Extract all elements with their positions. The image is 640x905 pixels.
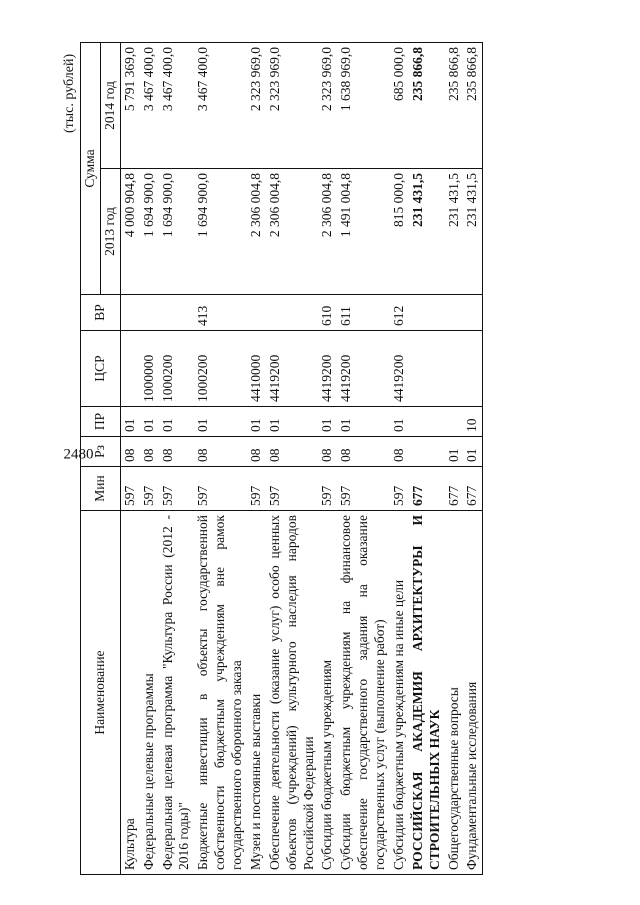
row-rz: 08 bbox=[194, 437, 247, 467]
page-number: 2480 bbox=[63, 446, 94, 463]
row-min: 597 bbox=[266, 467, 319, 511]
row-name: Субсидии бюджетным учреждениям на иные цели bbox=[390, 511, 409, 875]
row-2014: 3 467 400,0 bbox=[194, 42, 247, 168]
header-name: Наименование bbox=[81, 511, 121, 875]
table-row bbox=[463, 42, 482, 874]
row-rz: 08 bbox=[247, 437, 266, 467]
row-csr: 1000200 bbox=[159, 331, 195, 407]
table-row bbox=[337, 42, 390, 874]
table-row bbox=[409, 42, 445, 874]
table-row bbox=[318, 42, 337, 874]
row-min: 677 bbox=[463, 467, 482, 511]
row-min: 597 bbox=[337, 467, 390, 511]
row-csr bbox=[463, 331, 482, 407]
row-csr: 4419200 bbox=[337, 331, 390, 407]
row-vr bbox=[140, 295, 159, 331]
row-2014: 2 323 969,0 bbox=[266, 42, 319, 168]
row-name: Федеральная целевая программа "Культура России (2012 - 2016 годы)" bbox=[159, 511, 195, 875]
row-csr bbox=[445, 331, 464, 407]
row-pr bbox=[409, 407, 445, 437]
row-2013: 2 306 004,8 bbox=[266, 169, 319, 295]
row-rz: 08 bbox=[120, 437, 139, 467]
row-csr: 4419200 bbox=[266, 331, 319, 407]
row-csr: 1000000 bbox=[140, 331, 159, 407]
row-name: РОССИЙСКАЯ АКАДЕМИЯ АРХИТЕКТУРЫ И СТРОИТЕЛЬНЫХ НАУК bbox=[409, 511, 445, 875]
row-pr: 01 bbox=[159, 407, 195, 437]
row-2014: 2 323 969,0 bbox=[247, 42, 266, 168]
row-name: Общегосударственные вопросы bbox=[445, 511, 464, 875]
row-csr: 1000200 bbox=[194, 331, 247, 407]
header-sum: Сумма bbox=[81, 42, 101, 294]
table-body bbox=[120, 42, 483, 874]
row-2013: 1 694 900,0 bbox=[194, 169, 247, 295]
header-2014: 2014 год bbox=[100, 42, 120, 168]
row-pr: 01 bbox=[140, 407, 159, 437]
row-vr bbox=[120, 295, 139, 331]
table-row bbox=[266, 42, 319, 874]
row-name: Обеспечение деятельности (оказание услуг) особо ценных объектов (учреждений) культурного наследия народов Российской Федерации bbox=[266, 511, 319, 875]
row-pr: 01 bbox=[194, 407, 247, 437]
row-vr bbox=[409, 295, 445, 331]
row-rz: 08 bbox=[140, 437, 159, 467]
row-rz: 01 bbox=[463, 437, 482, 467]
row-2013: 231 431,5 bbox=[445, 169, 464, 295]
row-2014: 235 866,8 bbox=[445, 42, 464, 168]
table-row bbox=[140, 42, 159, 874]
row-min: 597 bbox=[390, 467, 409, 511]
table-row bbox=[247, 42, 266, 874]
row-2014: 235 866,8 bbox=[463, 42, 482, 168]
row-vr bbox=[247, 295, 266, 331]
units-label: (тыс. рублей) bbox=[62, 53, 77, 133]
header-2013: 2013 год bbox=[100, 169, 120, 295]
header-min: Мин bbox=[81, 467, 121, 511]
row-vr bbox=[463, 295, 482, 331]
row-2013: 1 694 900,0 bbox=[159, 169, 195, 295]
row-name: Субсидии бюджетным учреждениям на финансовое обеспечение государственного задания на оказание государственных услуг (выполнение работ) bbox=[337, 511, 390, 875]
row-csr bbox=[409, 331, 445, 407]
header-csr: ЦСР bbox=[81, 331, 121, 407]
row-name: Музеи и постоянные выставки bbox=[247, 511, 266, 875]
row-min: 597 bbox=[120, 467, 139, 511]
row-name: Фундаментальные исследования bbox=[463, 511, 482, 875]
row-rz: 08 bbox=[159, 437, 195, 467]
table-row bbox=[390, 42, 409, 874]
row-pr: 01 bbox=[247, 407, 266, 437]
row-name: Культура bbox=[120, 511, 139, 875]
row-csr: 4410000 bbox=[247, 331, 266, 407]
row-2013: 231 431,5 bbox=[463, 169, 482, 295]
row-2014: 3 467 400,0 bbox=[159, 42, 195, 168]
header-rz: Рз bbox=[81, 437, 121, 467]
row-pr bbox=[445, 407, 464, 437]
row-2014: 2 323 969,0 bbox=[318, 42, 337, 168]
header-vr: ВР bbox=[81, 295, 121, 331]
row-pr: 10 bbox=[463, 407, 482, 437]
row-csr bbox=[120, 331, 139, 407]
row-min: 597 bbox=[194, 467, 247, 511]
header-pr: ПР bbox=[81, 407, 121, 437]
row-min: 597 bbox=[159, 467, 195, 511]
table-row bbox=[159, 42, 195, 874]
row-2014: 5 791 369,0 bbox=[120, 42, 139, 168]
table-row bbox=[445, 42, 464, 874]
row-csr: 4419200 bbox=[390, 331, 409, 407]
row-pr: 01 bbox=[390, 407, 409, 437]
row-pr: 01 bbox=[266, 407, 319, 437]
row-2014: 1 638 969,0 bbox=[337, 42, 390, 168]
row-min: 677 bbox=[409, 467, 445, 511]
row-min: 597 bbox=[247, 467, 266, 511]
row-2014: 685 000,0 bbox=[390, 42, 409, 168]
row-rz: 01 bbox=[445, 437, 464, 467]
row-name: Бюджетные инвестиции в объекты государственной собственности бюджетным учреждениям вне рамок государственного оборонного заказа bbox=[194, 511, 247, 875]
row-2013: 1 491 004,8 bbox=[337, 169, 390, 295]
row-2013: 815 000,0 bbox=[390, 169, 409, 295]
row-vr: 413 bbox=[194, 295, 247, 331]
row-rz bbox=[409, 437, 445, 467]
table-row bbox=[120, 42, 139, 874]
row-name: Федеральные целевые программы bbox=[140, 511, 159, 875]
row-2013: 231 431,5 bbox=[409, 169, 445, 295]
row-vr bbox=[159, 295, 195, 331]
row-min: 677 bbox=[445, 467, 464, 511]
row-2013: 4 000 904,8 bbox=[120, 169, 139, 295]
row-vr bbox=[445, 295, 464, 331]
row-vr: 610 bbox=[318, 295, 337, 331]
row-pr: 01 bbox=[120, 407, 139, 437]
row-2013: 1 694 900,0 bbox=[140, 169, 159, 295]
row-vr bbox=[266, 295, 319, 331]
row-rz: 08 bbox=[266, 437, 319, 467]
row-vr: 612 bbox=[390, 295, 409, 331]
row-name: Субсидии бюджетным учреждениям bbox=[318, 511, 337, 875]
row-min: 597 bbox=[318, 467, 337, 511]
row-2014: 3 467 400,0 bbox=[140, 42, 159, 168]
row-min: 597 bbox=[140, 467, 159, 511]
row-2014: 235 866,8 bbox=[409, 42, 445, 168]
row-vr: 611 bbox=[337, 295, 390, 331]
row-2013: 2 306 004,8 bbox=[318, 169, 337, 295]
row-rz: 08 bbox=[390, 437, 409, 467]
row-rz: 08 bbox=[318, 437, 337, 467]
row-rz: 08 bbox=[337, 437, 390, 467]
budget-table bbox=[80, 42, 483, 875]
row-csr: 4419200 bbox=[318, 331, 337, 407]
row-2013: 2 306 004,8 bbox=[247, 169, 266, 295]
table-row bbox=[194, 42, 247, 874]
row-pr: 01 bbox=[337, 407, 390, 437]
row-pr: 01 bbox=[318, 407, 337, 437]
